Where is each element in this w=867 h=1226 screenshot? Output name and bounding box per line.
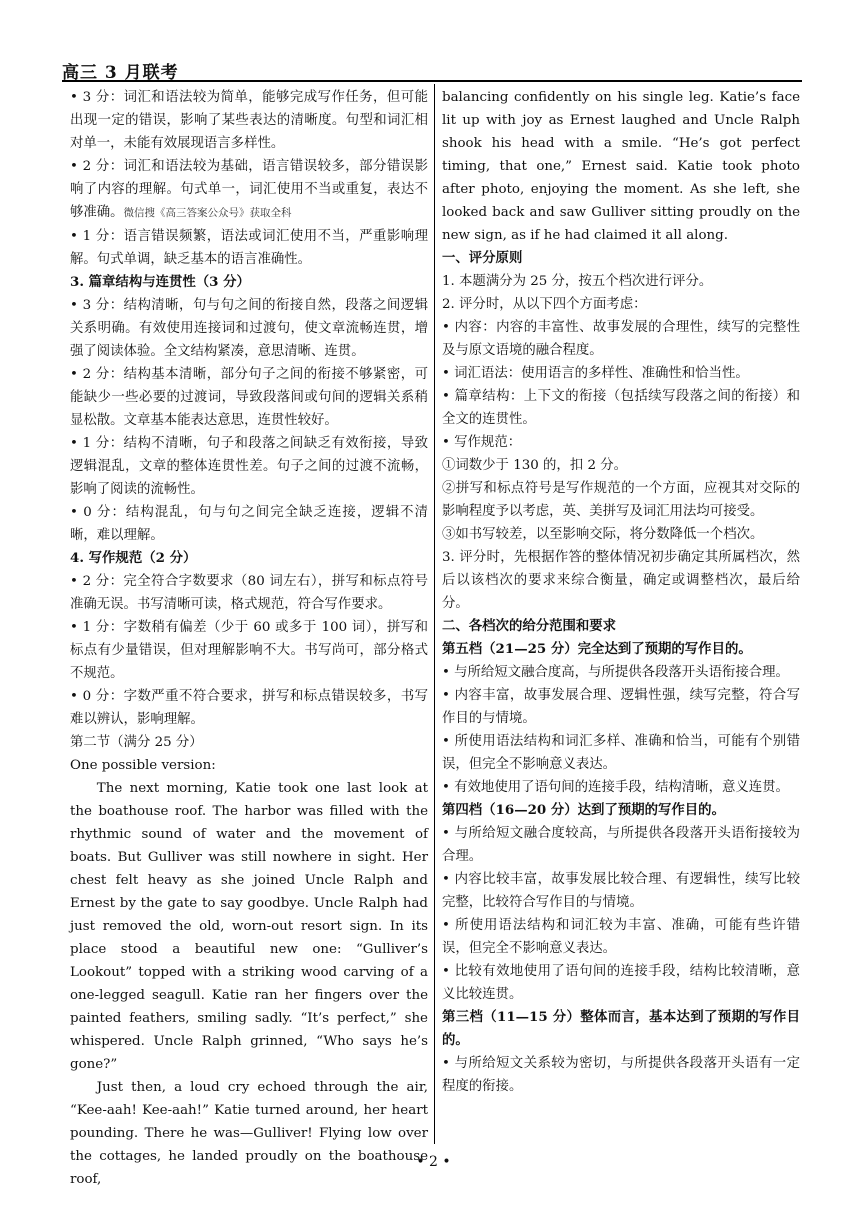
essay-paragraph-2: Just then, a loud cry echoed through the air, “Kee-aah! Kee-aah!” Katie turned around, her heart pounding. There he was—Gulliver! Flying low over the cottages, he landed proudly on the boathouse roof, [70, 1080, 428, 1187]
watermark-text: 微信搜《高三答案公众号》获取全科 [123, 207, 292, 219]
band-4-item: • 与所给短文融合度较高，与所提供各段落开头语衔接较为合理。 [442, 826, 800, 864]
band-4-item: • 所使用语法结构和词汇较为丰富、准确，可能有些许错误，但完全不影响意义表达。 [442, 918, 800, 956]
structure-2pt: • 2 分：结构基本清晰，部分句子之间的衔接不够紧密，可能缺少一些必要的过渡词，导致段落间或句间的逻辑关系稍显松散。文章基本能表达意思，连贯性较好。 [70, 367, 428, 428]
conventions-0pt: • 0 分：字数严重不符合要求，拼写和标点错误较多，书写难以辨认，影响理解。 [70, 689, 428, 727]
structure-3pt: • 3 分：结构清晰，句与句之间的衔接自然，段落之间逻辑关系明确。有效使用连接词和过渡句，使文章流畅连贯，增强了阅读体验。全文结构紧凑，意思清晰、连贯。 [70, 298, 428, 359]
version-label: One possible version: [70, 758, 216, 773]
page-header-title: 高三 3 月联考 [62, 63, 179, 83]
rule-wordcount: ①词数少于 130 的，扣 2 分。 [442, 458, 628, 473]
right-column [442, 86, 800, 1098]
rule-content: • 内容：内容的丰富性、故事发展的合理性，续写的完整性及与原文语境的融合程度。 [442, 320, 800, 358]
rule-2: 2. 评分时，从以下四个方面考虑： [442, 297, 647, 312]
rule-spelling: ②拼写和标点符号是写作规范的一个方面，应视其对交际的影响程度予以考虑，英、美拼写及词汇用法均可接受。 [442, 481, 800, 519]
conventions-2pt: • 2 分：完全符合字数要求（80 词左右），拼写和标点符号准确无误。书写清晰可读，格式规范，符合写作要求。 [70, 574, 428, 612]
essay-continuation: balancing confidently on his single leg. Katie’s face lit up with joy as Ernest laughed and Uncle Ralph shook his head with a smile. “He’s got perfect timing, that one,” Ernest said. Katie took photo after photo, enjoying the moment. As she left, she looked back and saw Gulliver sitting proudly on the new sign, as if he had claimed it all along. [442, 90, 800, 243]
rule-3: 3. 评分时，先根据作答的整体情况初步确定其所属档次，然后以该档次的要求来综合衡量，确定或调整档次，最后给分。 [442, 550, 800, 611]
rule-vocab: • 词汇语法：使用语言的多样性、准确性和恰当性。 [442, 366, 749, 381]
column-divider [434, 84, 435, 1144]
structure-0pt: • 0 分：结构混乱，句与句之间完全缺乏连接，逻辑不清晰，难以理解。 [70, 505, 428, 543]
rule-conventions: • 写作规范： [442, 435, 522, 450]
band-4-item: • 内容比较丰富，故事发展比较合理、有逻辑性，续写比较完整，比较符合写作目的与情境。 [442, 872, 800, 910]
band-4-item: • 比较有效地使用了语句间的连接手段，结构比较清晰，意义比较连贯。 [442, 964, 800, 1002]
rule-1: 1. 本题满分为 25 分，按五个档次进行评分。 [442, 274, 713, 289]
rule-structure: • 篇章结构：上下文的衔接（包括续写段落之间的衔接）和全文的连贯性。 [442, 389, 800, 427]
section-title: 第二节（满分 25 分） [70, 735, 203, 750]
band-5-item: • 所使用语法结构和词汇多样、准确和恰当，可能有个别错误，但完全不影响意义表达。 [442, 734, 800, 772]
band-4-title: 第四档（16—20 分）达到了预期的写作目的。 [442, 802, 725, 818]
band-5-item: • 与所给短文融合度高，与所提供各段落开头语衔接合理。 [442, 665, 789, 680]
band-3-title: 第三档（11—15 分）整体而言，基本达到了预期的写作目的。 [442, 1009, 800, 1048]
band-5-item: • 有效地使用了语句间的连接手段，结构清晰，意义连贯。 [442, 780, 789, 795]
header-rule [62, 80, 802, 82]
band-3-item: • 与所给短文关系较为密切，与所提供各段落开头语有一定程度的衔接。 [442, 1056, 800, 1094]
structure-1pt: • 1 分：结构不清晰，句子和段落之间缺乏有效衔接，导致逻辑混乱，文章的整体连贯性差。句子之间的过渡不流畅，影响了阅读的流畅性。 [70, 436, 428, 497]
heading-conventions: 4. 写作规范（2 分） [70, 550, 197, 566]
criteria-1pt: • 1 分：语言错误频繁，语法或词汇使用不当，严重影响理解。句式单调，缺乏基本的语言准确性。 [70, 229, 428, 267]
conventions-1pt: • 1 分：字数稍有偏差（少于 60 或多于 100 词），拼写和标点有少量错误，但对理解影响不大。书写尚可，部分格式不规范。 [70, 620, 428, 681]
heading-structure: 3. 篇章结构与连贯性（3 分） [70, 274, 250, 290]
left-column [70, 86, 428, 1191]
criteria-2pt: • 2 分：词汇和语法较为基础，语言错误较多，部分错误影响了内容的理解。句式单一，词汇使用不当或重复，表达不够准确。微信搜《高三答案公众号》获取全科 [70, 159, 428, 220]
heading-bands: 二、各档次的给分范围和要求 [442, 618, 617, 634]
band-5-item: • 内容丰富，故事发展合理、逻辑性强，续写完整，符合写作目的与情境。 [442, 688, 800, 726]
essay-paragraph-1: The next morning, Katie took one last look at the boathouse roof. The harbor was filled with the rhythmic sound of water and the movement of boats. But Gulliver was still nowhere in sight. Her chest felt heavy as she joined Uncle Ralph and Ernest by the gate to say goodbye. Uncle Ralph had just removed the old, worn-out resort sign. In its place stood a beautiful new one: “Gulliver’s Lookout” topped with a striking wood carving of a one-legged seagull. Katie ran her fingers over the painted feathers, smiling sadly. “It’s perfect,” she whispered. Uncle Ralph grinned, “Who says he’s gone?” [70, 781, 428, 1072]
page-number: • 2 • [416, 1154, 451, 1170]
rule-handwriting: ③如书写较差，以至影响交际，将分数降低一个档次。 [442, 527, 764, 542]
band-5-title: 第五档（21—25 分）完全达到了预期的写作目的。 [442, 641, 752, 657]
heading-principles: 一、评分原则 [442, 250, 523, 266]
criteria-3pt: • 3 分：词汇和语法较为简单，能够完成写作任务，但可能出现一定的错误，影响了某些表达的清晰度。句型和词汇相对单一，未能有效展现语言多样性。 [70, 90, 428, 151]
